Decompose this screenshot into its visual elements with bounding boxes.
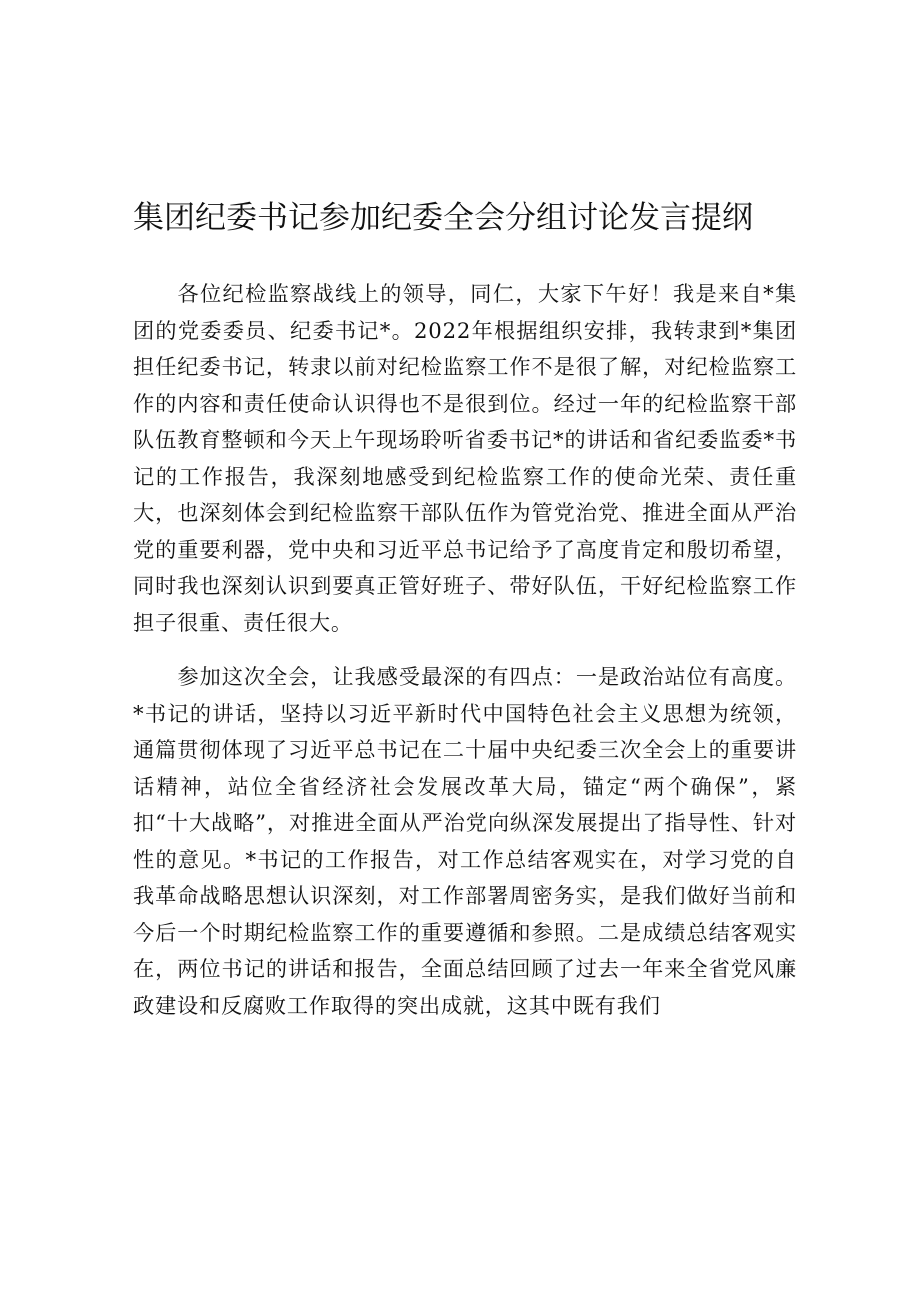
paragraph-1: 各位纪检监察战线上的领导，同仁，大家下午好！我是来自*集团的党委委员、纪委书记*。2022年根据组织安排，我转隶到*集团担任纪委书记，转隶以前对纪检监察工作不是很了解，对纪检监察工作的内容和责任使命认识得也不是很到位。经过一年的纪检监察干部队伍教育整顿和今天上午现场聆听省委书记*的讲话和省纪委监委*书记的工作报告，我深刻地感受到纪检监察工作的使命光荣、责任重大，也深刻体会到纪检监察干部队伍作为管党治党、推进全面从严治党的重要利器，党中央和习近平总书记给予了高度肯定和殷切希望，同时我也深刻认识到要真正管好班子、带好队伍，干好纪检监察工作担子很重、责任很大。 (133, 281, 797, 635)
document-title: 集团纪委书记参加纪委全会分组讨论发言提纲 (133, 200, 753, 236)
document-body (133, 276, 797, 1024)
paragraph-2: 参加这次全会，让我感受最深的有四点：一是政治站位有高度。*书记的讲话，坚持以习近平新时代中国特色社会主义思想为统领，通篇贯彻体现了习近平总书记在二十届中央纪委三次全会上的重要讲话精神，站位全省经济社会发展改革大局，锚定“两个确保”，紧扣“十大战略”，对推进全面从严治党向纵深发展提出了指导性、针对性的意见。*书记的工作报告，对工作总结客观实在，对学习党的自我革命战略思想认识深刻，对工作部署周密务实，是我们做好当前和今后一个时期纪检监察工作的重要遵循和参照。二是成绩总结客观实在，两位书记的讲话和报告，全面总结回顾了过去一年来全省党风廉政建设和反腐败工作取得的突出成就，这其中既有我们 (133, 664, 797, 1018)
